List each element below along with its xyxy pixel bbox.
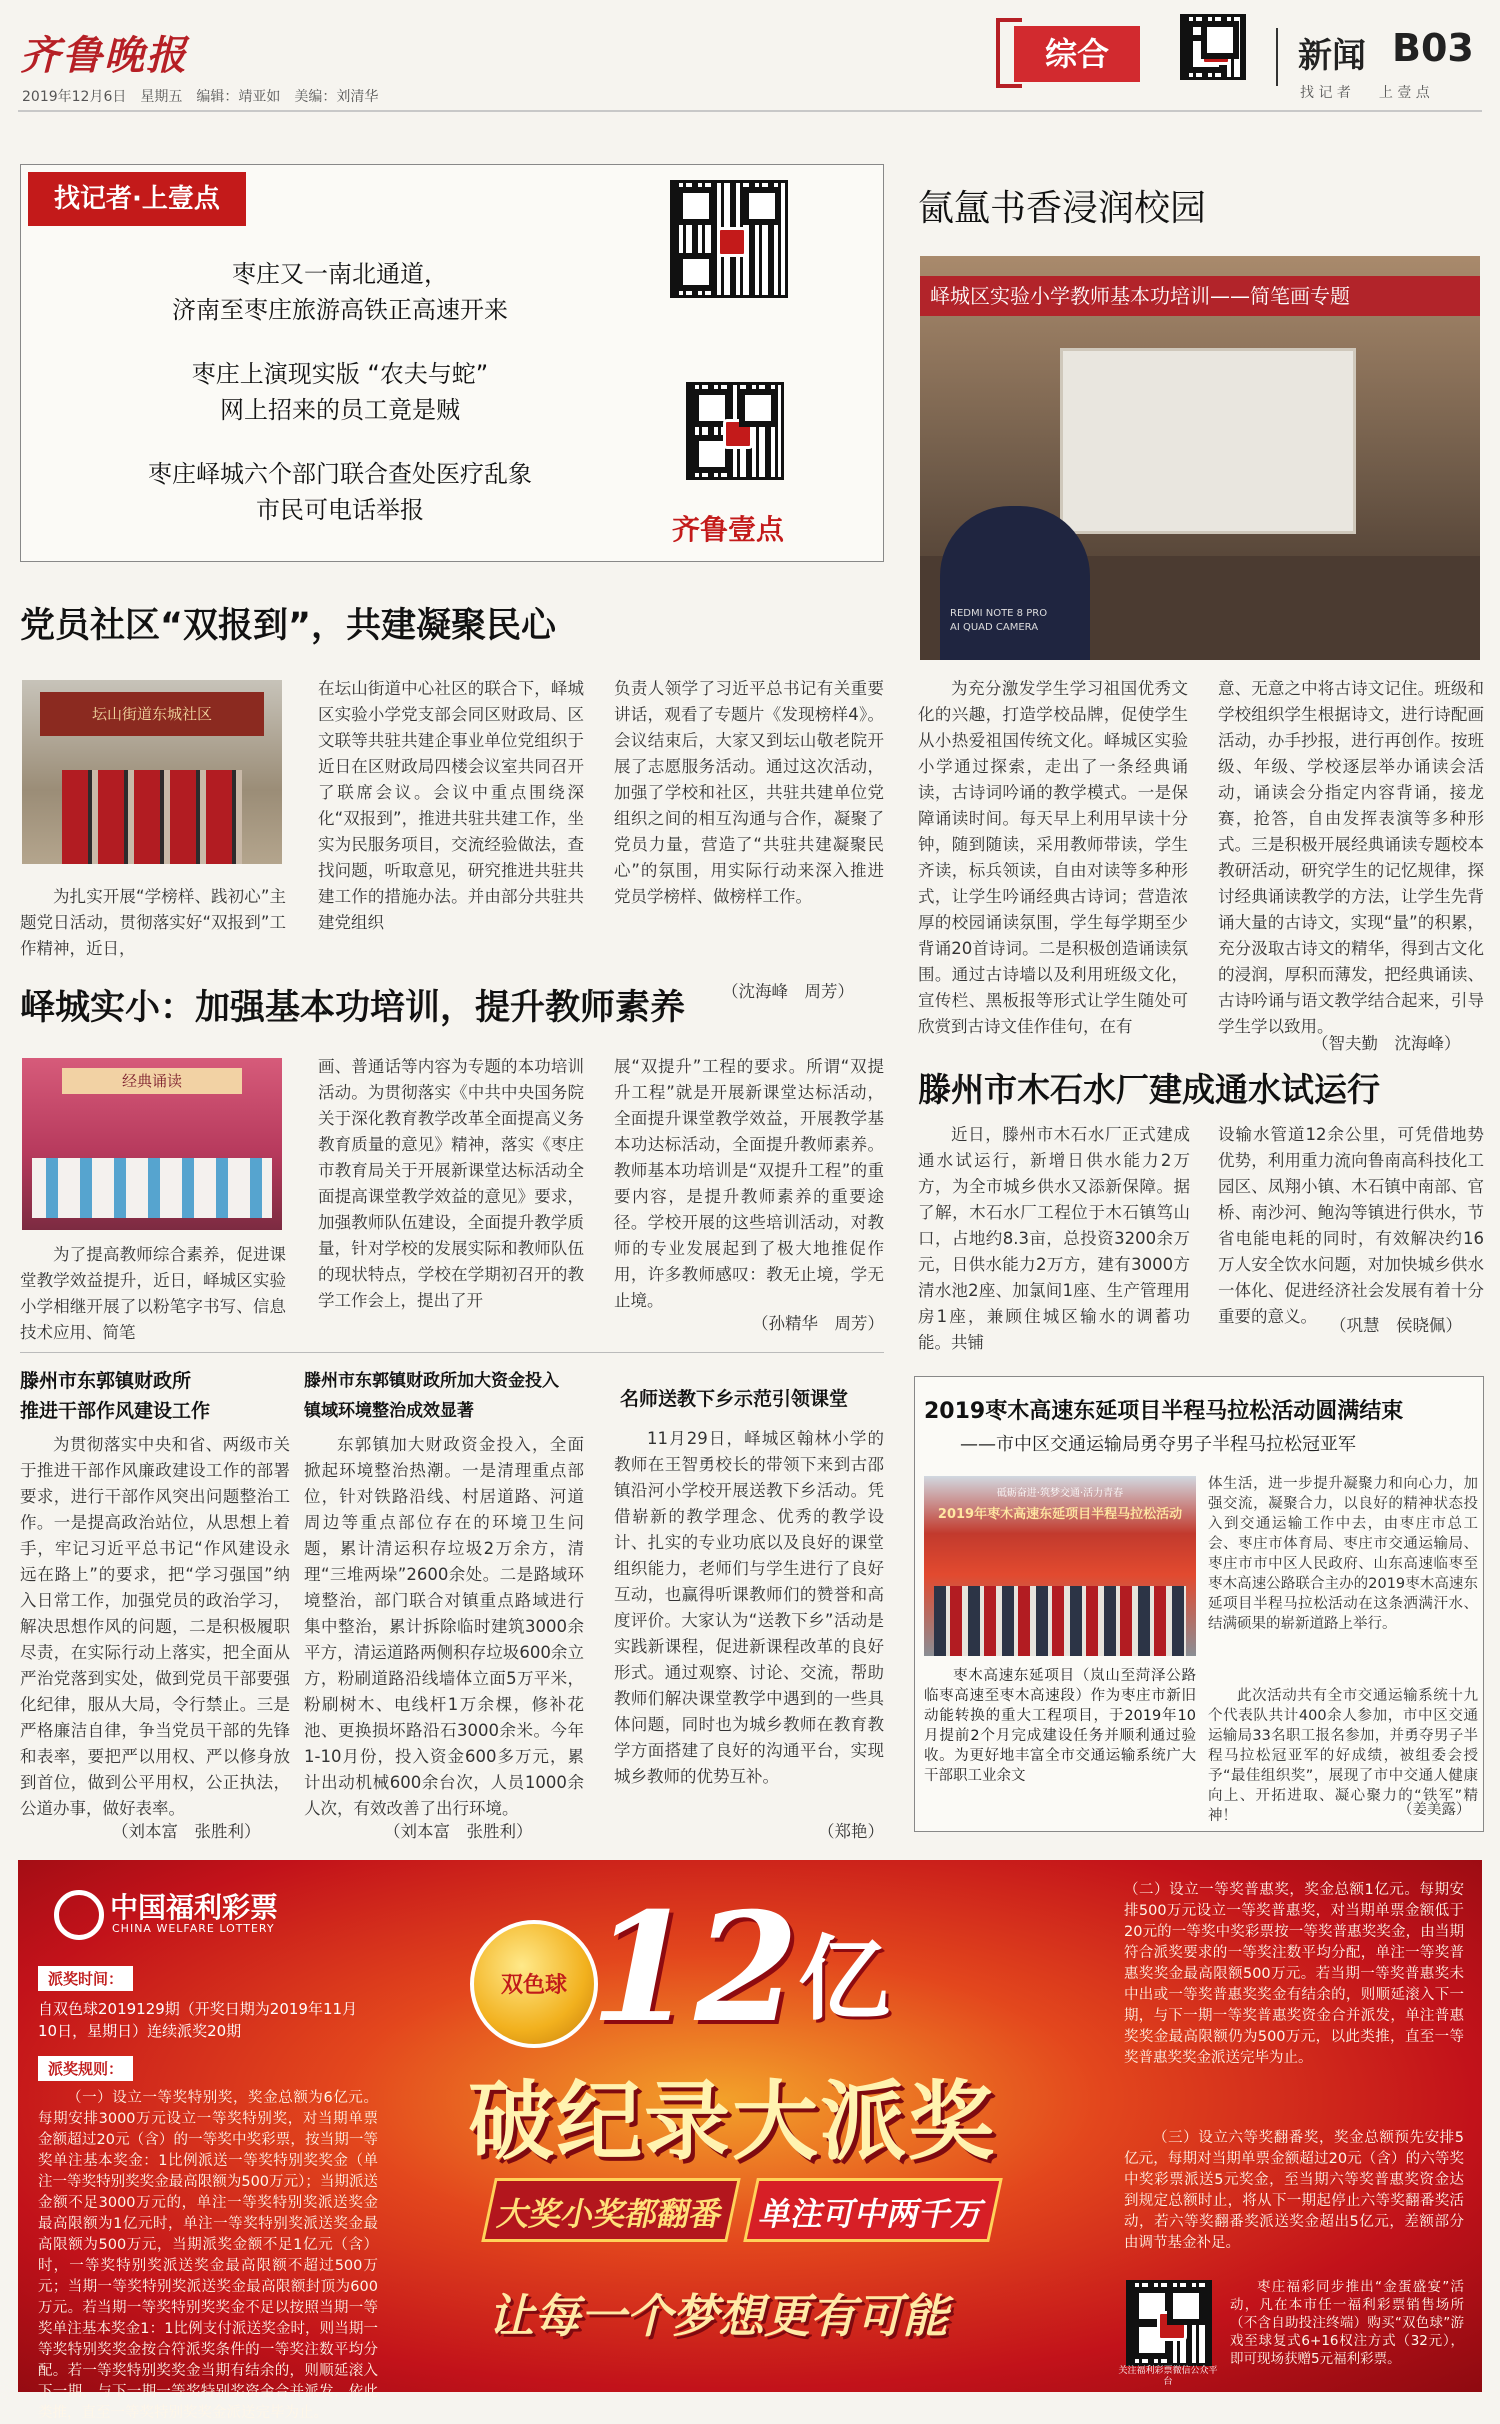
- lottery-ad: [18, 1860, 1482, 2421]
- training-col3: 展“双提升”工程的要求。所谓“双提升工程”就是开展新课堂达标活动，全面提升课堂教学效益，开展教学基本功达标活动，全面提升教师素养。教师基本功培训是“双提升工程”的重要内容，是提升教师素养的重要途径。学校开展的这些培训活动，对教师的专业发展起到了极大地推促作用，许多教师感叹：教无止境，学无止境。: [614, 1057, 884, 1310]
- lottery-logo-icon: [54, 1890, 104, 1940]
- school-art-col1: 为充分激发学生学习祖国优秀文化的兴趣，打造学校品牌，促使学生从小热爱祖国传统文化。峄城区实验小学通过探索，走出了一条经典诵读，古诗词吟诵的教学模式。一是保障诵读时间。每天早上利用早读十分钟，随到随读，采用教师带读，学生齐读，标兵领读，自由对读等多种形式，让学生吟诵经典古诗词；营造浓厚的校园诵读氛围，学生每学期至少背诵20首诗词。二是积极创造诵读氛围。通过古诗墙以及利用班级文化，宣传栏、黑板报等形式让学生随处可欣赏到古诗文佳作佳句，在有: [918, 679, 1188, 1036]
- marathon-runners: [934, 1586, 1186, 1656]
- lottery-rule3: （三）设立六等奖翻番奖，奖金总额预先安排5亿元，每期对当期单票金额超过20元（含）的六等奖中奖彩票派送5元奖金，至当期六等奖普惠奖资金达到规定总额时止，将从下一期起停止六等奖翻番奖活动，若六等奖翻番奖派送奖金超出5亿元，差额部分由调节基金补足。: [1124, 2130, 1464, 2251]
- marathon-byline: （姜美露）: [1398, 1802, 1471, 1818]
- training-byline: （孙精华 周芳）: [752, 1314, 884, 1333]
- school-art-title: 氤氲书香浸润校园: [918, 188, 1207, 229]
- water-plant-title: 滕州市木石水厂建成通水试运行: [918, 1070, 1380, 1109]
- lottery-headline: 破纪录大派奖: [468, 2071, 996, 2172]
- page-title: 新闻: [1298, 36, 1366, 76]
- marathon-photo-banner: [930, 1506, 1190, 1524]
- community-col1: 为扎实开展“学榜样、践初心”主题党日活动，贯彻落实好“双报到”工作精神，近日，: [20, 887, 286, 958]
- lottery-big-number: 12: [590, 1880, 799, 2056]
- reporter-headline-3-line2: 市民可电话举报: [256, 496, 424, 524]
- dongguo2-text: 东郭镇加大财政资金投入，全面掀起环境整治热潮。一是清理重点部位，针对铁路沿线、村居道路、河道周边等重点部位存在的环境卫生问题，累计清运积存垃圾2万余方，清理“三堆两垛”2600余处。二是路域环境整治，部门联合对镇重点路域进行集中整治，累计拆除临时建筑3000余平方，清运道路两侧积存垃圾600余立方，粉刷道路沿线墙体立面5万平米，粉刷树木、电线杆1万余棵，修补花池、更换损坏路沿石3000余米。今年1-10月份，投入资金600多万元，累计出动机械600余台次，人员1000余人次，有效改善了出行环境。: [304, 1435, 584, 1818]
- teacher-visit-title: 名师送教下乡示范引领课堂: [620, 1388, 849, 1410]
- lottery-closing: 枣庄福彩同步推出“金蛋盛宴”活动，凡在本市任一福利彩票销售场所（不含自助投注终端）购买“双色球”游戏至球复式6+16权注方式（32元），即可现场获赠5元福利彩票。: [1230, 2279, 1464, 2367]
- audience-figure: [940, 506, 1090, 660]
- lottery-ball-text: 双色球: [500, 1973, 567, 1998]
- reporter-qr-code-2[interactable]: [686, 382, 784, 480]
- reporter-headline-2[interactable]: [60, 356, 620, 428]
- teacher-visit-text: 11月29日，峄城区翰林小学的教师在王智勇校长的带领下来到古邵镇沿河小学校开展送教下乡活动。凭借崭新的教学理念、优秀的教学设计、扎实的专业功底以及良好的课堂组织能力，老师们与学生进行了良好互动，也赢得听课教师们的赞誉和高度评价。大家认为“送教下乡”活动是实践新课程，促进新课程改革的良好形式。通过观察、讨论、交流，帮助教师们解决课堂教学中遇到的一些具体问题，同时也为城乡教师在教育教学方面搭建了良好的沟通平台，实现城乡教师的优势互补。: [614, 1429, 884, 1786]
- marathon-right-text2: 此次活动共有全市交通运输系统十九个代表队共计400余人参加，市中区交通运输局33名职工报名参加，并勇夺男子半程马拉松冠亚军的好成绩，被组委会授予“最佳组织奖”，展现了市中交通人健康向上、开拓进取、凝心聚力的“铁军”精神！: [1208, 1688, 1478, 1824]
- lottery-time-label-text: 派奖时间：: [48, 1970, 124, 1988]
- marathon-title: 2019枣木高速东延项目半程马拉松活动圆满结束: [924, 1399, 1404, 1424]
- training-title: 峄城实小：加强基本功培训，提升教师素养: [20, 988, 686, 1028]
- marathon-subtitle: ——市中区交通运输局勇夺男子半程马拉松冠亚军: [960, 1434, 1356, 1455]
- lottery-rule-label: [38, 2056, 133, 2081]
- reporter-headline-1-line2: 济南至枣庄旅游高铁正高速开来: [172, 296, 508, 324]
- reporter-headline-2-line1: 枣庄上演现实版 “农夫与蛇”: [191, 360, 489, 388]
- reporter-headline-1[interactable]: [60, 256, 620, 328]
- marathon-photo-top: 砥砺奋进·筑梦交通·活力青春: [996, 1488, 1124, 1499]
- dongguo2-byline: （刘本富 张胜利）: [384, 1822, 533, 1841]
- lottery-brand-cn: 中国福利彩票: [110, 1891, 279, 1924]
- photo-banner: [920, 276, 1480, 316]
- lottery-banner-right: [743, 2178, 1003, 2242]
- school-art-byline: （智夫勤 沈海峰）: [1312, 1034, 1461, 1053]
- lottery-ball: [470, 1920, 598, 2048]
- community-sign: 坛山街道东城社区: [91, 705, 212, 723]
- community-byline: （沈海峰 周芳）: [722, 982, 854, 1001]
- lottery-banner-left: [481, 2178, 741, 2242]
- dongguo2-title-line2: 镇域环境整治成效显著: [304, 1401, 474, 1421]
- training-banner-text: 经典诵读: [121, 1072, 182, 1090]
- lottery-slogan: 让每一个梦想更有可能: [488, 2289, 948, 2343]
- dongguo1-title-line2: 推进干部作风建设工作: [20, 1400, 211, 1422]
- dongguo2-title: [304, 1366, 604, 1426]
- watermark-line2: AI QUAD CAMERA: [950, 622, 1039, 633]
- masthead-qr-code: [1180, 14, 1246, 80]
- page-number: B03: [1392, 26, 1474, 70]
- lottery-rule2: （二）设立一等奖普惠奖，奖金总额1亿元。每期安排500万元设立一等奖普惠奖，对当期单票金额低于20元的一等奖中奖彩票按一等奖普惠奖奖金，由当期符合派奖要求的一等奖注数平均分配，单注一等奖普惠奖奖金最高限额500万元。若当期一等奖普惠奖未中出或一等奖普惠奖奖金有结余的，则顺延滚入下一期，与下一期一等奖普惠奖资金合并派发，单注普惠奖奖金最高限额仍为500万元，以此类推，直至一等奖普惠奖奖金派送完毕为止。: [1124, 1882, 1464, 2066]
- paper-name: 齐鲁晚报: [20, 32, 188, 79]
- dongguo1-title: [20, 1366, 300, 1426]
- water-plant-col1: 近日，滕州市木石水厂正式建成通水试运行，新增日供水能力2万方，为全市城乡供水又添新保障。据了解，木石水厂工程位于木石镇笃山口，占地约8.3亩，总投资3200余万元，日供水能力2万方，建有3000方清水池2座、加氯间1座、生产管理用房1座，兼顾住城区输水的调蓄功能。共铺: [918, 1125, 1190, 1352]
- water-plant-byline: （巩慧 侯晓佩）: [1330, 1316, 1462, 1335]
- community-people: [62, 770, 242, 864]
- lottery-time-text: 自双色球2019129期（开奖日期为2019年11月10日，星期日）连续派奖20期: [38, 2000, 358, 2040]
- marathon-photo: [924, 1476, 1196, 1656]
- lottery-time-label: [38, 1966, 133, 1991]
- lottery-brand-en: CHINA WELFARE LOTTERY: [112, 1922, 275, 1935]
- lottery-rule-label-text: 派奖规则：: [48, 2060, 124, 2078]
- reporter-brand: 齐鲁壹点: [672, 513, 785, 546]
- dongguo1-title-line1: 滕州市东郭镇财政所: [20, 1370, 192, 1392]
- masthead-rule: [18, 110, 1482, 112]
- school-art-col2: 意、无意之中将古诗文记住。班级和学校组织学生根据诗文，进行诗配画活动，办手抄报，进行再创作。按班级、年级、学校逐层举办诵读会活动，诵读会分指定内容背诵，接龙赛，抢答，自由发挥表演等多种形式。三是积极开展经典诵读专题校本教研活动，研究学生的记忆规律，探讨经典诵读教学的方法，让学生先背诵大量的古诗文，实现“量”的积累，充分汲取古诗文的精华，得到古文化的浸润，厚积而薄发，把经典诵读、古诗吟诵与语文教学结合起来，引导学生学以致用。: [1218, 679, 1484, 1036]
- projection-screen: [1060, 348, 1356, 534]
- training-photo: [22, 1058, 282, 1230]
- reporter-headline-3[interactable]: [60, 456, 620, 528]
- lottery-banner-left-text: 大奖小奖都翻番: [494, 2195, 727, 2233]
- dongguo1-byline: （刘本富 张胜利）: [112, 1822, 261, 1841]
- community-photo: [22, 680, 282, 864]
- training-col2: 画、普通话等内容为专题的本功培训活动。为贯彻落实《中共中央国务院关于深化教育教学改革全面提高义务教育质量的意见》精神，落实《枣庄市教育局关于开展新课堂达标活动全面提高课堂教学效益的意见》要求，加强教师队伍建设，全面提升教学质量，针对学校的发展实际和教师队伍的现状特点，学校在学期初召开的教学工作会上，提出了开: [318, 1057, 584, 1310]
- masthead-divider: [1276, 28, 1278, 86]
- reporter-tag: [28, 172, 246, 226]
- watermark-line1: REDMI NOTE 8 PRO: [950, 608, 1048, 619]
- lottery-qr-caption: 关注福利彩票微信公众平台: [1118, 2366, 1218, 2387]
- marathon-photo-banner-text: 2019年枣木高速东延项目半程马拉松活动: [937, 1507, 1183, 1522]
- community-title: 党员社区“双报到”，共建凝聚民心: [20, 606, 557, 646]
- community-col2: 在坛山街道中心社区的联合下，峄城区实验小学党支部会同区财政局、区文联等共驻共建企事业单位党组织于近日在区财政局四楼会议室共同召开了联席会议。会议中重点围绕深化“双报到”，推进共驻共建工作，坐实为民服务项目，交流经验做法，查找问题，听取意见，研究推进共驻共建工作的措施办法。并由部分共驻共建党组织: [318, 679, 584, 932]
- marathon-right-text: 体生活，进一步提升凝聚力和向心力，加强交流，凝聚合力，以良好的精神状态投入到交通运输工作中去，由枣庄市总工会、枣庄市体育局、枣庄市交通运输局、枣庄市市中区人民政府、山东高速临枣至枣木高速公路联合主办的2019枣木高速东延项目半程马拉松活动在这条洒满汗水、结满硕果的崭新道路上举行。: [1208, 1476, 1478, 1632]
- lottery-big-unit: 亿: [798, 1925, 891, 2033]
- marathon-caption: 枣木高速东延项目（岚山至菏泽公路临枣高速至枣木高速段）作为枣庄市新旧动能转换的重大工程项目，于2019年10月提前2个月完成建设任务并顺利通过验收。为更好地丰富全市交通运输系统广大干部职工业余文: [924, 1668, 1196, 1784]
- training-stage-banner: [62, 1068, 242, 1094]
- teacher-visit-byline: （郑艳）: [818, 1822, 884, 1841]
- mid-rule: [20, 1352, 884, 1353]
- training-col1: 为了提高教师综合素养，促进课堂教学效益提升，近日，峄城区实验小学相继开展了以粉笔字书写、信息技术应用、简笔: [20, 1245, 286, 1342]
- school-art-photo: [920, 256, 1480, 660]
- reporter-headline-3-line1: 枣庄峄城六个部门联合查处医疗乱象: [148, 460, 532, 488]
- reporter-headline-1-line1: 枣庄又一南北通道，: [232, 260, 448, 288]
- dongguo2-title-line1: 滕州市东郭镇财政所加大资金投入: [304, 1371, 559, 1391]
- photo-banner-text: 峄城区实验小学教师基本功培训——简笔画专题: [930, 284, 1350, 308]
- section-label-text: 综合: [1044, 35, 1109, 73]
- lottery-banner-right-text: 单注可中两千万: [756, 2195, 989, 2233]
- lottery-rule1: （一）设立一等奖特别奖，奖金总额为6亿元。每期安排3000万元设立一等奖特别奖，对当期单票金额超过20元（含）的一等奖中奖彩票，按当期一等奖单注基本奖金：1比例派送一等奖特别奖奖金（单注一等奖特别奖奖金最高限额为500万元）；当期派送金额不足3000万元的，单注一等奖特别奖派送奖金最高限额为1亿元时，单注一等奖特别奖派送奖金最高限额为500万元，当期派奖金额不足1亿元（含）时，一等奖特别奖派送奖金最高限额不超过500万元；当期一等奖特别奖派送奖金最高限额封顶为600万元。若当期一等奖特别奖奖金不足以按照当期一等奖单注基本奖金1：1比例支付派送奖金时，则当期一等奖特别奖奖金按合符派奖条件的一等奖注数平均分配。若一等奖特别奖奖金当期有结余的，则顺延滚入下一期，与下一期一等奖特别奖资金合并派发，依此类推，直至一等奖特别奖奖金派送完毕为止。: [38, 2090, 378, 2421]
- dongguo1-text: 为贯彻落实中央和省、两级市关于推进干部作风廉政建设工作的部署要求，进行干部作风突出问题整治工作。一是提高政治站位，从思想上着手，牢记习近平总书记“作风建设永远在路上”的要求，把“学习强国”纳入日常工作，加强党员的政治学习，解决思想作风的问题，二是积极履职尽责，在实际行动上落实，把全面从严治党落到实处，做到党员干部要强化纪律，服从大局，令行禁止。三是严格廉洁自律，争当党员干部的先锋和表率，要把严以用权、严以修身放到首位，做到公平用权，公正执法，公道办事，做好表率。: [20, 1435, 290, 1818]
- lottery-qr-code[interactable]: [1126, 2280, 1212, 2366]
- reporter-headline-2-line2: 网上招来的员工竟是贼: [220, 396, 460, 424]
- date-line: 2019年12月6日 星期五 编辑：靖亚如 美编：刘清华: [22, 89, 379, 105]
- community-building: [40, 692, 264, 736]
- community-col3: 负责人领学了习近平总书记有关重要讲话，观看了专题片《发现榜样4》。会议结束后，大家又到坛山敬老院开展了志愿服务活动。通过这次活动，加强了学校和社区，共驻共建单位党组织之间的相互沟通与合作，凝聚了党员力量，营造了“共驻共建凝聚民心”的氛围，用实际行动来深入推进党员学榜样、做榜样工作。: [614, 679, 884, 906]
- section-label: [1014, 26, 1140, 82]
- reporter-tag-text: 找记者·上壹点: [54, 184, 220, 214]
- water-plant-col2: 设输水管道12余公里，可凭借地势优势，利用重力流向鲁南高科技化工园区、凤翔小镇、木石镇中南部、官桥、南沙河、鲍沟等镇进行供水，节省电能电耗的同时，有效解决约16万人安全饮水问题，对加快城乡供水一体化、促进经济社会发展有着十分重要的意义。: [1218, 1125, 1484, 1326]
- reporter-qr-code-1[interactable]: [670, 180, 788, 298]
- training-performers: [32, 1158, 272, 1218]
- page-sub: 找 记 者 上 壹 点: [1300, 85, 1430, 101]
